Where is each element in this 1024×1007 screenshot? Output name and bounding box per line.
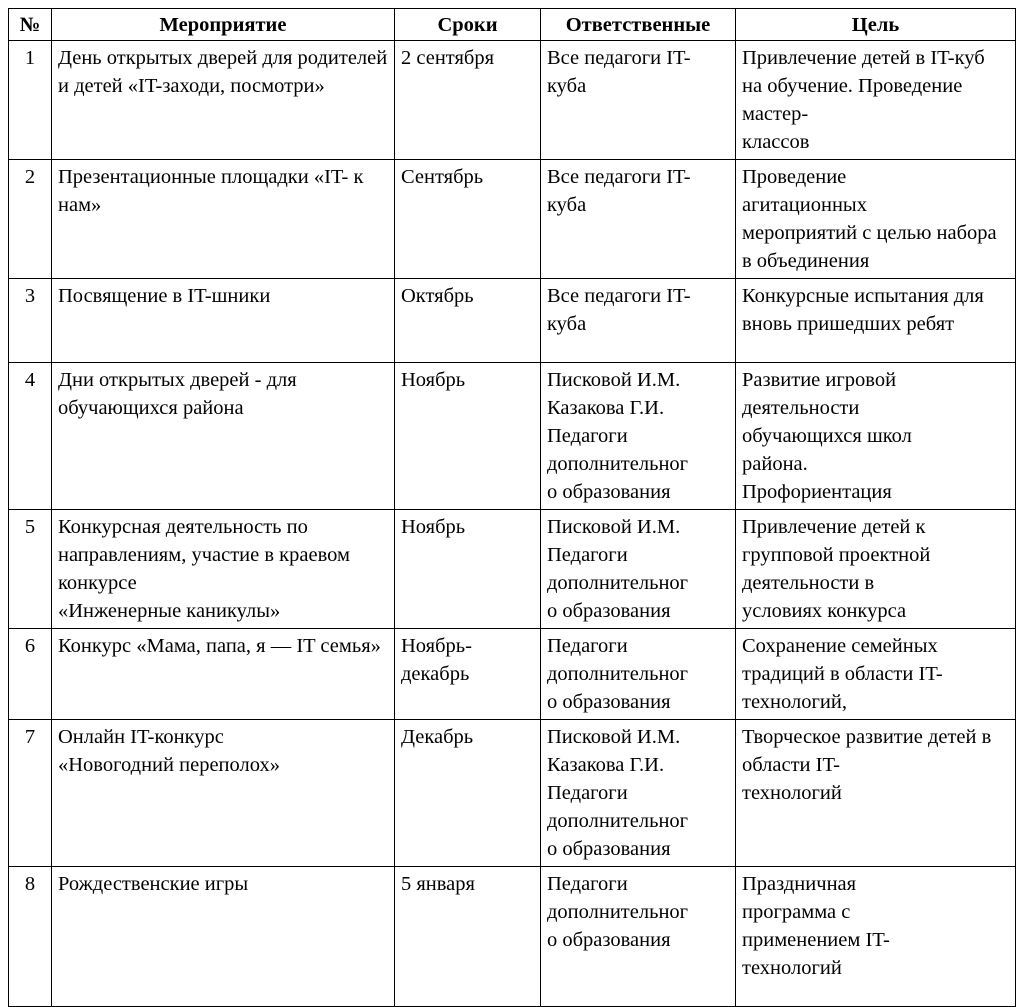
event-cell: Презентационные площадки «IT- к нам» bbox=[52, 160, 395, 279]
responsible-cell: Все педагоги IT- куба bbox=[541, 160, 736, 279]
date-cell: 2 сентября bbox=[395, 41, 541, 160]
row-number: 3 bbox=[9, 279, 52, 363]
header-date: Сроки bbox=[395, 9, 541, 41]
event-cell: Конкурс «Мама, папа, я — IT семья» bbox=[52, 629, 395, 720]
table-header-row bbox=[9, 9, 1016, 41]
date-cell: Ноябрь- декабрь bbox=[395, 629, 541, 720]
responsible-cell: Все педагоги IT- куба bbox=[541, 279, 736, 363]
header-number: № bbox=[9, 9, 52, 41]
date-cell: Сентябрь bbox=[395, 160, 541, 279]
row-number: 4 bbox=[9, 363, 52, 510]
date-cell: Ноябрь bbox=[395, 363, 541, 510]
row-number: 2 bbox=[9, 160, 52, 279]
date-cell: 5 января bbox=[395, 867, 541, 1007]
event-cell: Онлайн IT-конкурс «Новогодний переполох» bbox=[52, 720, 395, 867]
table-row bbox=[9, 720, 1016, 867]
responsible-cell: Педагоги дополнительног о образования bbox=[541, 867, 736, 1007]
goal-cell: Развитие игровой деятельности обучающихся школ района. Профориентация bbox=[736, 363, 1016, 510]
responsible-cell: Писковой И.М. Педагоги дополнительног о образования bbox=[541, 510, 736, 629]
event-cell: День открытых дверей для родителей и детей «IT-заходи, посмотри» bbox=[52, 41, 395, 160]
event-cell: Конкурсная деятельность по направлениям, участие в краевом конкурсе «Инженерные каникулы» bbox=[52, 510, 395, 629]
row-number: 5 bbox=[9, 510, 52, 629]
table-row bbox=[9, 629, 1016, 720]
events-plan-table bbox=[8, 8, 1016, 1007]
goal-cell: Конкурсные испытания для вновь пришедших ребят bbox=[736, 279, 1016, 363]
header-event: Мероприятие bbox=[52, 9, 395, 41]
responsible-cell: Писковой И.М. Казакова Г.И. Педагоги дополнительног о образования bbox=[541, 720, 736, 867]
goal-cell: Привлечение детей к групповой проектной деятельности в условиях конкурса bbox=[736, 510, 1016, 629]
date-cell: Ноябрь bbox=[395, 510, 541, 629]
responsible-cell: Педагоги дополнительног о образования bbox=[541, 629, 736, 720]
goal-cell: Привлечение детей в IT-куб на обучение. Проведение мастер- классов bbox=[736, 41, 1016, 160]
header-goal: Цель bbox=[736, 9, 1016, 41]
row-number: 7 bbox=[9, 720, 52, 867]
header-responsible: Ответственные bbox=[541, 9, 736, 41]
table-row bbox=[9, 510, 1016, 629]
responsible-cell: Все педагоги IT- куба bbox=[541, 41, 736, 160]
table-row bbox=[9, 279, 1016, 363]
event-cell: Дни открытых дверей - для обучающихся района bbox=[52, 363, 395, 510]
goal-cell: Праздничная программа с применением IT- технологий bbox=[736, 867, 1016, 1007]
event-cell: Посвящение в IT-шники bbox=[52, 279, 395, 363]
goal-cell: Сохранение семейных традиций в области IT- технологий, bbox=[736, 629, 1016, 720]
date-cell: Декабрь bbox=[395, 720, 541, 867]
table-row bbox=[9, 160, 1016, 279]
row-number: 6 bbox=[9, 629, 52, 720]
table-row bbox=[9, 363, 1016, 510]
row-number: 1 bbox=[9, 41, 52, 160]
table-row bbox=[9, 867, 1016, 1007]
event-cell: Рождественские игры bbox=[52, 867, 395, 1007]
responsible-cell: Писковой И.М. Казакова Г.И. Педагоги дополнительног о образования bbox=[541, 363, 736, 510]
table-row bbox=[9, 41, 1016, 160]
goal-cell: Творческое развитие детей в области IT- технологий bbox=[736, 720, 1016, 867]
goal-cell: Проведение агитационных мероприятий с целью набора в объединения bbox=[736, 160, 1016, 279]
date-cell: Октябрь bbox=[395, 279, 541, 363]
row-number: 8 bbox=[9, 867, 52, 1007]
